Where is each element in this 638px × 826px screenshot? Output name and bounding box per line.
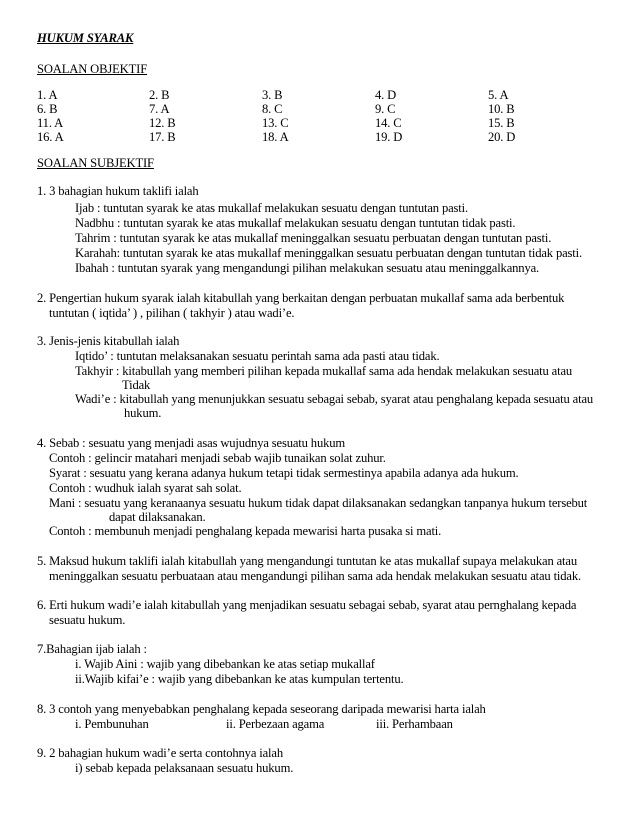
- answer-cell: 6. B: [37, 102, 58, 116]
- answer-cell: 7. A: [149, 102, 170, 116]
- question-9: 9. 2 bahagian hukum wadi’e serta contohnya ialah: [37, 746, 283, 760]
- answer-line: Iqtido’ : tuntutan melaksanakan sesuatu perintah sama ada pasti atau tidak.: [75, 349, 440, 363]
- answer-line: i. Pembunuhan: [75, 717, 149, 731]
- answer-line: dapat dilaksanakan.: [109, 510, 206, 524]
- answer-cell: 1. A: [37, 88, 58, 102]
- answer-cell: 19. D: [375, 130, 403, 144]
- answer-cell: 2. B: [149, 88, 170, 102]
- question-4: 4. Sebab : sesuatu yang menjadi asas wujudnya sesuatu hukum: [37, 436, 346, 450]
- answer-line: Tidak: [122, 378, 151, 392]
- answer-line: tuntutan ( iqtida’ ) , pilihan ( takhyir ) atau wadi’e.: [49, 306, 295, 320]
- answer-line: Tahrim : tuntutan syarak ke atas mukallaf meninggalkan sesuatu perbuatan dengan tuntutan pasti.: [75, 231, 552, 245]
- answer-cell: 14. C: [375, 116, 402, 130]
- answer-cell: 12. B: [149, 116, 176, 130]
- answer-line: Karahah: tuntutan syarak ke atas mukallaf meninggalkan sesuatu perbuatan dengan tuntutan tidak pasti.: [75, 246, 582, 260]
- answer-cell: 3. B: [262, 88, 283, 102]
- answer-cell: 20. D: [488, 130, 516, 144]
- answer-line: i. Wajib Aini : wajib yang dibebankan ke atas setiap mukallaf: [75, 657, 375, 671]
- question-6: 6. Erti hukum wadi’e ialah kitabullah yang menjadikan sesuatu sebagai sebab, syarat atau pernghalang kepada: [37, 598, 577, 612]
- question-8: 8. 3 contoh yang menyebabkan penghalang kepada seseorang daripada mewarisi harta ialah: [37, 702, 486, 716]
- answer-line: Contoh : wudhuk ialah syarat sah solat.: [49, 481, 242, 495]
- answer-cell: 16. A: [37, 130, 64, 144]
- answer-cell: 9. C: [375, 102, 396, 116]
- answer-cell: 10. B: [488, 102, 515, 116]
- answer-cell: 11. A: [37, 116, 64, 130]
- answer-cell: 5. A: [488, 88, 509, 102]
- answer-line: sesuatu hukum.: [49, 613, 126, 627]
- answer-line: Ibahah : tuntutan syarak yang mengandungi pilihan melakukan sesuatu atau meninggalkannya.: [75, 261, 540, 275]
- answer-line: Mani : sesuatu yang keranaanya sesuatu hukum tidak dapat dilaksanakan sedangkan tanpanya hukum tersebut: [49, 496, 588, 510]
- answer-line: Contoh : membunuh menjadi penghalang kepada mewarisi harta pusaka si mati.: [49, 524, 442, 538]
- question-7: 7.Bahagian ijab ialah :: [37, 642, 147, 656]
- question-1: 1. 3 bahagian hukum taklifi ialah: [37, 184, 199, 198]
- answer-cell: 17. B: [149, 130, 176, 144]
- question-5: 5. Maksud hukum taklifi ialah kitabullah yang mengandungi tuntutan ke atas mukallaf supaya melakukan atau: [37, 554, 577, 568]
- answer-line: Wadi’e : kitabullah yang menunjukkan sesuatu sebagai sebab, syarat atau penghalang kepada sesuatu atau: [75, 392, 594, 406]
- answer-line: Takhyir : kitabullah yang memberi pilihan kepada mukallaf sama ada hendak melakukan sesuatu atau: [75, 364, 573, 378]
- answer-line: ii.Wajib kifai’e : wajib yang dibebankan ke atas kumpulan tertentu.: [75, 672, 404, 686]
- answer-line: Ijab : tuntutan syarak ke atas mukallaf melakukan sesuatu dengan tuntutan pasti.: [75, 201, 468, 215]
- answer-cell: 4. D: [375, 88, 397, 102]
- answer-cell: 15. B: [488, 116, 515, 130]
- answer-cell: 13. C: [262, 116, 289, 130]
- question-2: 2. Pengertian hukum syarak ialah kitabullah yang berkaitan dengan perbuatan mukallaf sama ada berbentuk: [37, 291, 565, 305]
- answer-line: i) sebab kepada pelaksanaan sesuatu hukum.: [75, 761, 294, 775]
- answer-line: meninggalkan sesuatu perbuataan atau mengandungi pilihan sama ada hendak melakukan sesuatu atau tidak.: [49, 569, 581, 583]
- document-title: HUKUM SYARAK: [37, 31, 134, 45]
- answer-line: iii. Perhambaan: [376, 717, 453, 731]
- objektif-heading: SOALAN OBJEKTIF: [37, 62, 148, 76]
- answer-cell: 8. C: [262, 102, 283, 116]
- answer-cell: 18. A: [262, 130, 289, 144]
- subjektif-heading: SOALAN SUBJEKTIF: [37, 156, 154, 170]
- answer-line: Nadbhu : tuntutan syarak ke atas mukallaf melakukan sesuatu dengan tuntutan tidak pasti.: [75, 216, 516, 230]
- answer-line: ii. Perbezaan agama: [226, 717, 325, 731]
- answer-line: Syarat : sesuatu yang kerana adanya hukum tetapi tidak sermestinya apabila adanya ada hukum.: [49, 466, 519, 480]
- answer-line: Contoh : gelincir matahari menjadi sebab wajib tunaikan solat zuhur.: [49, 451, 386, 465]
- answer-line: hukum.: [124, 406, 162, 420]
- question-3: 3. Jenis-jenis kitabullah ialah: [37, 334, 180, 348]
